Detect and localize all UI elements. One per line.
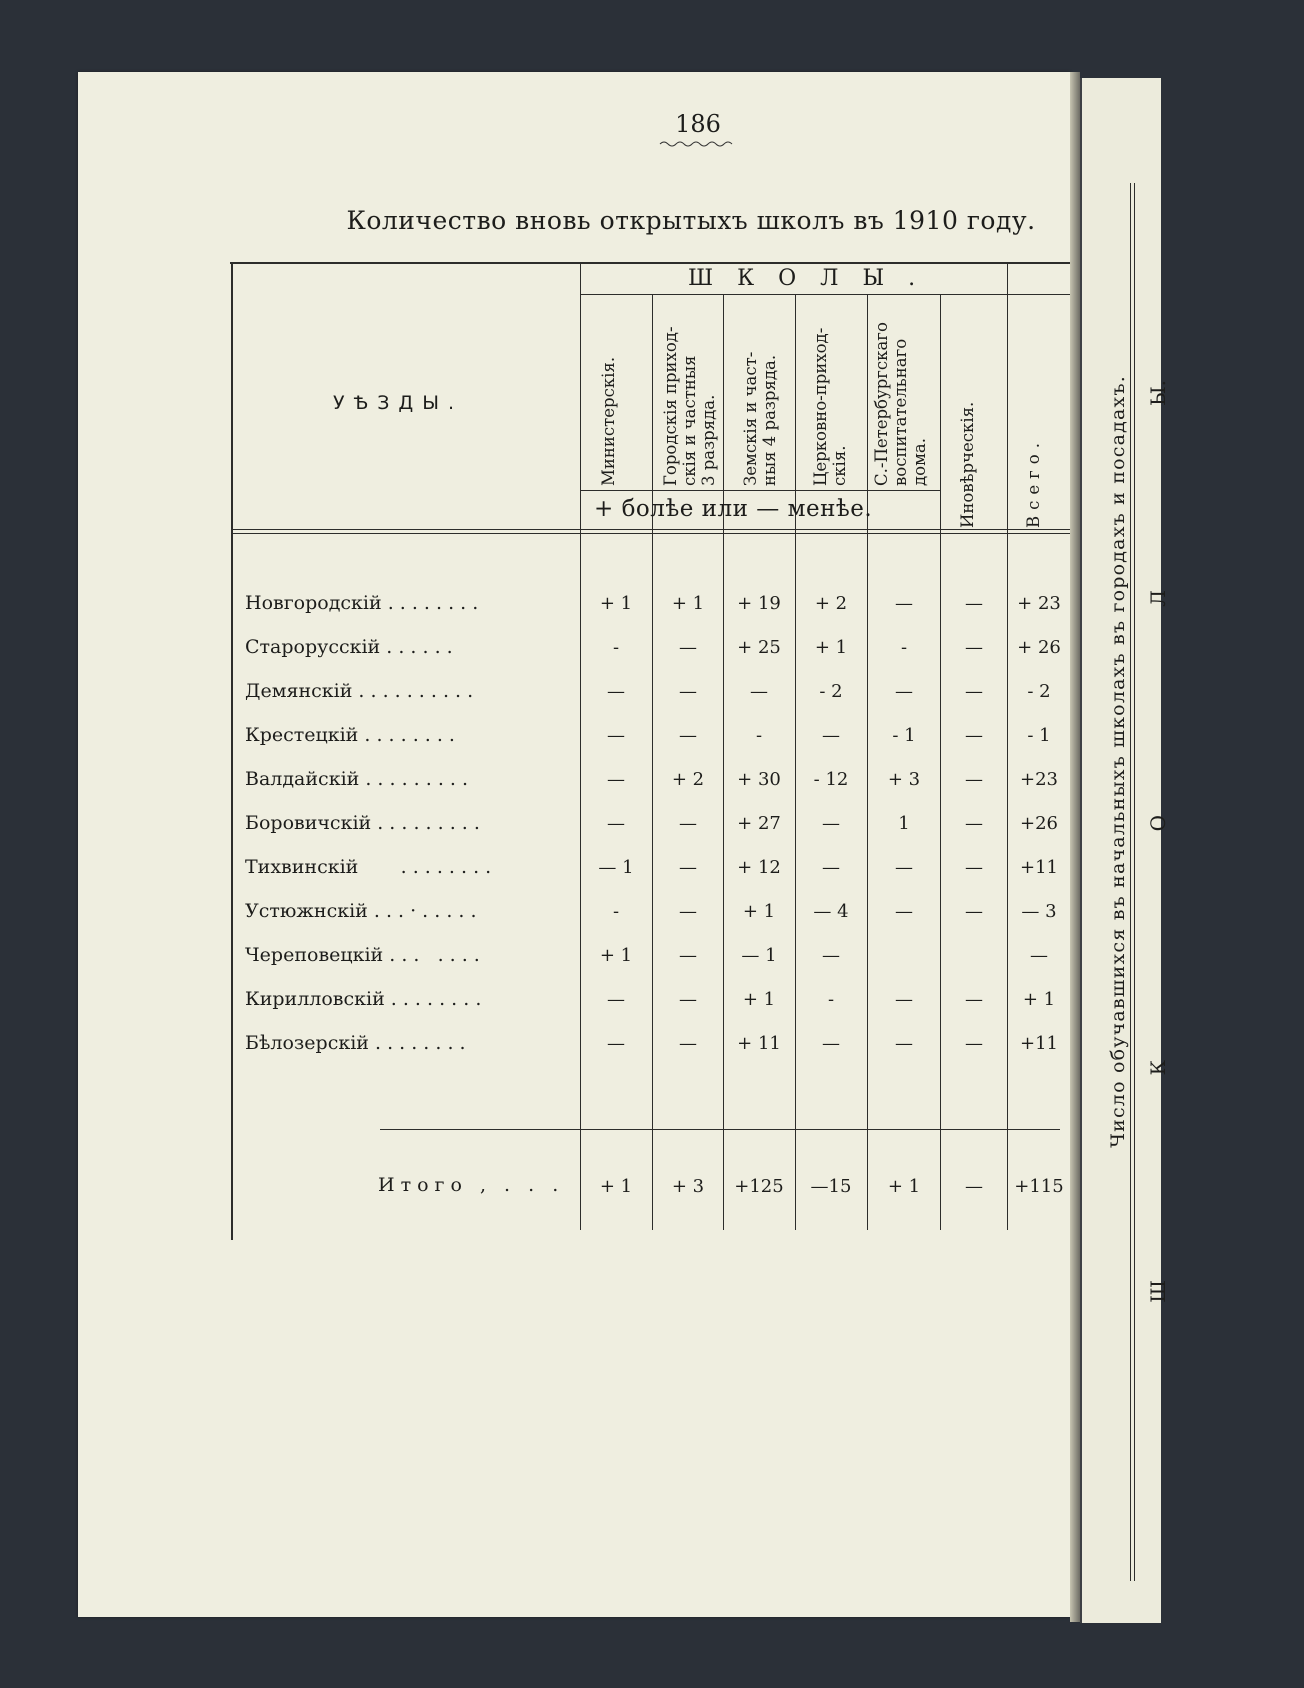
row-label: Боровичскій . . . . . . . . . xyxy=(245,812,480,834)
row-label: Валдайскій . . . . . . . . . xyxy=(245,768,469,790)
total-cell: — xyxy=(965,1176,983,1197)
table-cell: — xyxy=(607,681,625,702)
row-label: Череповецкій . . . . . . . xyxy=(245,944,480,966)
bolee-rule xyxy=(580,490,940,491)
col-header-zemstvo: Земскія и част- ныя 4 разряда. xyxy=(741,351,779,486)
schools-table xyxy=(78,72,1070,1617)
table-cell: — xyxy=(679,857,697,878)
table-cell: — xyxy=(965,769,983,790)
table-cell: + 1 xyxy=(599,593,633,614)
table-cell: — xyxy=(607,725,625,746)
table-cell: +26 xyxy=(1020,813,1058,834)
table-cell: — xyxy=(965,593,983,614)
table-cell: + 2 xyxy=(814,593,848,614)
table-cell: + 19 xyxy=(737,593,781,614)
table-cell: — xyxy=(822,857,840,878)
table-cell: — xyxy=(679,681,697,702)
page-number: 186 xyxy=(675,110,721,138)
table-cell: — xyxy=(965,989,983,1010)
table-cell: - 12 xyxy=(813,769,849,790)
table-cell: — xyxy=(965,857,983,878)
table-cell: + 1 xyxy=(1022,989,1056,1010)
table-cell: - 1 xyxy=(1027,725,1051,746)
table-cell: + 11 xyxy=(737,1033,781,1054)
table-cell: + 23 xyxy=(1017,593,1061,614)
col-sep-4 xyxy=(795,294,796,1230)
table-cell: — xyxy=(607,989,625,1010)
table-cell: — xyxy=(895,857,913,878)
table-cell: — xyxy=(895,1033,913,1054)
row-label: Кирилловскій . . . . . . . . xyxy=(245,988,482,1010)
right-page-rule-1 xyxy=(1130,183,1131,1581)
right-page-rule-2 xyxy=(1134,183,1135,1581)
table-cell: — xyxy=(895,901,913,922)
table-cell: — xyxy=(679,989,697,1010)
total-cell: + 1 xyxy=(887,1176,921,1197)
table-cell: + 1 xyxy=(742,989,776,1010)
table-cell: — xyxy=(895,989,913,1010)
table-cell: — xyxy=(607,813,625,834)
table-cell: - xyxy=(612,637,620,658)
col-header-ministerial: Министерскія. xyxy=(599,356,618,486)
col-header-inovercheskie: Иновѣрческія. xyxy=(958,401,977,528)
table-cell: - 1 xyxy=(892,725,916,746)
table-cell: + 30 xyxy=(737,769,781,790)
table-cell: - 2 xyxy=(819,681,843,702)
table-top-rule xyxy=(230,262,1135,264)
table-cell: + 12 xyxy=(737,857,781,878)
page-left xyxy=(78,72,1070,1617)
table-cell: - xyxy=(900,637,908,658)
total-cell: +115 xyxy=(1014,1176,1064,1197)
table-cell: — xyxy=(965,813,983,834)
table-cell: — xyxy=(822,945,840,966)
table-cell: 1 xyxy=(898,813,910,834)
col-sep-1 xyxy=(580,262,581,1230)
table-cell: — 1 xyxy=(598,857,634,878)
table-cell: — xyxy=(750,681,768,702)
table-cell: — xyxy=(822,813,840,834)
row-label: Устюжнскій . . . · . . . . . xyxy=(245,900,477,922)
table-cell: — 3 xyxy=(1021,901,1057,922)
total-cell: + 3 xyxy=(671,1176,705,1197)
col-sep-7 xyxy=(1007,262,1008,1230)
table-cell: — 4 xyxy=(813,901,849,922)
table-cell: — xyxy=(679,725,697,746)
side-letter: О xyxy=(1146,815,1170,832)
side-letter: Л xyxy=(1146,590,1170,607)
table-cell: — 1 xyxy=(741,945,777,966)
col-header-church-parish: Церковно-приход- скія. xyxy=(811,327,849,486)
side-letter: К xyxy=(1146,1060,1170,1076)
row-label: Бѣлозерскій . . . . . . . . xyxy=(245,1032,466,1054)
shkoly-rule xyxy=(580,294,1074,295)
table-cell: + 1 xyxy=(671,593,705,614)
table-cell: — xyxy=(679,945,697,966)
table-cell: — xyxy=(607,769,625,790)
side-caption: Число обучавшихся въ начальныхъ школахъ въ городахъ и посадахъ. xyxy=(1107,375,1129,1148)
table-cell: + 1 xyxy=(742,901,776,922)
table-title: Количество вновь открытыхъ школъ въ 1910 году. xyxy=(346,206,1036,235)
total-rule xyxy=(380,1129,1060,1130)
total-cell: +125 xyxy=(734,1176,784,1197)
table-cell: + 25 xyxy=(737,637,781,658)
table-cell: +11 xyxy=(1020,1033,1058,1054)
table-cell: — xyxy=(822,725,840,746)
bolee-menee-label: + болѣе или — менѣе. xyxy=(594,496,873,522)
table-cell: — xyxy=(965,725,983,746)
uezdy-header: УѢЗДЫ. xyxy=(333,392,464,414)
row-label: Старорусскій . . . . . . xyxy=(245,636,453,658)
table-cell: — xyxy=(679,813,697,834)
table-cell: — xyxy=(822,1033,840,1054)
table-cell: — xyxy=(965,901,983,922)
table-cell: + 2 xyxy=(671,769,705,790)
col-sep-6 xyxy=(940,294,941,1230)
table-cell: +11 xyxy=(1020,857,1058,878)
col-header-spb-orphanage: С.-Петербургскаго воспитательнаго дома. xyxy=(872,322,929,486)
col-sep-5 xyxy=(867,294,868,1230)
col-header-city-parish: Городскія приход- скія и частныя 3 разряда. xyxy=(661,326,718,486)
total-cell: —15 xyxy=(810,1176,852,1197)
header-bottom-rule xyxy=(233,529,1135,530)
table-cell: — xyxy=(1030,945,1048,966)
table-cell: + 1 xyxy=(814,637,848,658)
header-bottom-rule-2 xyxy=(233,533,1135,534)
table-cell: - 2 xyxy=(1027,681,1051,702)
total-label: Итого , . . . xyxy=(378,1174,565,1196)
table-cell: - xyxy=(755,725,763,746)
table-cell: + 3 xyxy=(887,769,921,790)
side-letter: Ы. xyxy=(1146,380,1170,407)
col-sep-2 xyxy=(652,294,653,1230)
table-cell: — xyxy=(965,681,983,702)
table-left-rule xyxy=(231,262,233,1240)
row-label: Демянскій . . . . . . . . . . xyxy=(245,680,474,702)
table-cell: - xyxy=(827,989,835,1010)
table-cell: + 27 xyxy=(737,813,781,834)
total-cell: + 1 xyxy=(599,1176,633,1197)
row-label: Крестецкій . . . . . . . . xyxy=(245,724,455,746)
table-cell: — xyxy=(965,1033,983,1054)
row-label: Тихвинскій . . . . . . . . xyxy=(245,856,492,878)
table-cell: — xyxy=(895,681,913,702)
table-cell: — xyxy=(679,1033,697,1054)
table-cell: +23 xyxy=(1020,769,1058,790)
table-cell: — xyxy=(679,901,697,922)
table-cell: - xyxy=(612,901,620,922)
table-cell: — xyxy=(895,593,913,614)
book-gutter xyxy=(1070,72,1080,1622)
side-letter: Ш xyxy=(1146,1280,1170,1303)
table-cell: — xyxy=(607,1033,625,1054)
table-cell: + 1 xyxy=(599,945,633,966)
row-label: Новгородскій . . . . . . . . xyxy=(245,592,479,614)
shkoly-header: ШКОЛЫ. xyxy=(688,266,940,291)
table-cell: + 26 xyxy=(1017,637,1061,658)
col-header-total: Всего. xyxy=(1024,437,1043,528)
col-sep-3 xyxy=(723,294,724,1230)
table-cell: — xyxy=(679,637,697,658)
table-cell: — xyxy=(965,637,983,658)
